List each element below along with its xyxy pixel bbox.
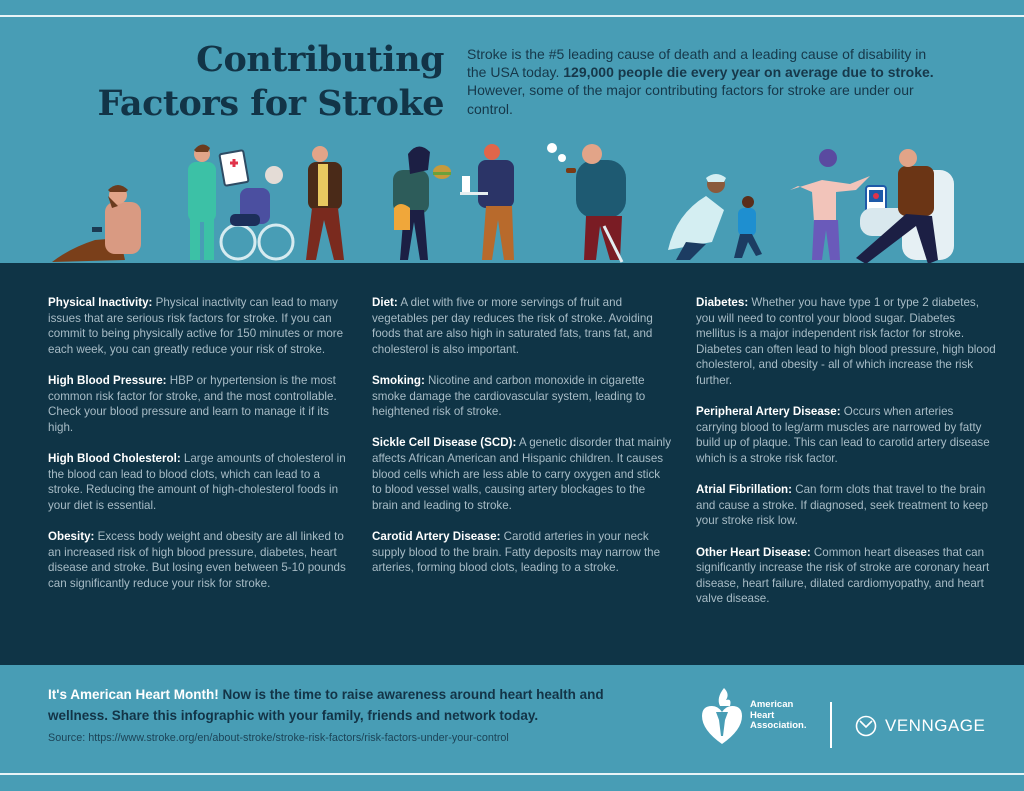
top-divider-line	[0, 15, 1024, 17]
aha-line-2: Heart	[750, 709, 775, 721]
doctor-kneeling-illustration	[668, 174, 762, 260]
aha-line-3: Association.	[750, 720, 807, 732]
venngage-logo	[855, 715, 985, 737]
factor-heading: Peripheral Artery Disease:	[696, 405, 841, 419]
man-sitting-illustration	[52, 185, 141, 262]
page-title	[60, 38, 444, 126]
intro-paragraph	[467, 45, 937, 118]
factor-text: Nicotine and carbon monoxide in cigarette smoke damage the cardiovascular system, leading to heightened risk of stroke.	[372, 373, 646, 419]
doctor-illustration	[188, 144, 249, 260]
aha-logo	[700, 686, 807, 746]
intro-text-1: Stroke is the #5 leading cause of death and a leading cause of disability in the USA today.	[467, 46, 927, 81]
factor-text: Large amounts of cholesterol in the blood can lead to blood clots, which can lead to a stroke. Reducing the amount of high-cholesterol foods in your diet is essential.	[48, 451, 346, 512]
elderly-man-illustration	[306, 146, 344, 260]
factor-heading: Carotid Artery Disease:	[372, 529, 501, 543]
woman-in-hijab-illustration	[790, 149, 870, 260]
factor-text: Can form clots that travel to the brain and cause a stroke. If diagnosed, seek treatment to keep your stroke risk low.	[696, 483, 988, 528]
factor-text: Carotid arteries in your neck supply blood to the brain. Fatty deposits may narrow the arteries, forming blood clots, leading to a stroke.	[372, 529, 661, 575]
factor-high-blood-pressure	[48, 373, 348, 435]
venngage-circle-icon	[855, 715, 877, 737]
illustration-scene	[0, 130, 1024, 265]
factor-heading: High Blood Cholesterol:	[48, 451, 181, 465]
column-3	[696, 295, 996, 622]
bottom-divider-line	[0, 773, 1024, 775]
factor-diabetes	[696, 295, 996, 389]
aha-line-1: American	[750, 699, 794, 711]
woman-with-burger-illustration	[393, 146, 451, 260]
factor-heading: Obesity:	[48, 529, 95, 543]
call-to-action	[48, 684, 648, 726]
factor-heading: Diabetes:	[696, 296, 749, 309]
logos	[700, 686, 1000, 746]
intro-text-2: However, some of the major contributing factors for stroke are under our control.	[467, 82, 914, 117]
factor-text: Excess body weight and obesity are all linked to an increased risk of high blood pressure, diabetes, heart disease and stroke. But losing even between 5-10 pounds can significantly reduce your risk for stroke.	[48, 529, 346, 590]
factor-heading: Physical Inactivity:	[48, 296, 153, 309]
factor-text: Physical inactivity can lead to many issues that are serious risk factors for stroke. If you can commit to being physically active for 150 minutes or more each week, you can greatly reduce your risk of stroke.	[48, 296, 344, 356]
title-line-2: Factors for Stroke	[97, 83, 444, 124]
man-with-tray-illustration	[460, 144, 514, 260]
factor-sickle-cell	[372, 435, 672, 513]
man-smoking-illustration	[547, 143, 626, 262]
factor-text: Occurs when arteries carrying blood to leg/arm muscles are narrowed by fatty build up of plaque. This can lead to carotid artery disease which is a stroke risk factor.	[696, 405, 990, 465]
factor-heading: Smoking:	[372, 373, 425, 387]
factor-diet	[372, 295, 672, 357]
factor-smoking	[372, 373, 672, 420]
factor-text: HBP or hypertension is the most common risk factor for stroke, and the most controllable. Check your blood pressure and learn to manage it if its high.	[48, 373, 337, 434]
cta-text: Now is the time to raise awareness around heart health and wellness. Share this infographic with your family, friends and network today.	[48, 687, 604, 723]
factor-heading: Diet:	[372, 296, 398, 309]
column-1	[48, 295, 348, 607]
factor-obesity	[48, 529, 348, 591]
factor-text: A genetic disorder that mainly affects African American and Hispanic children. It causes blood cells which are less able to carry oxygen and stick to blood vessel walls, causing artery blockages to the brain and leading to stroke.	[372, 436, 672, 512]
factor-heading: Other Heart Disease:	[696, 545, 811, 559]
factor-high-blood-cholesterol	[48, 451, 348, 513]
venngage-wordmark: VENNGAGE	[885, 716, 986, 735]
factor-physical-inactivity	[48, 295, 348, 357]
aha-heart-torch-icon	[700, 686, 744, 746]
factor-peripheral-artery	[696, 404, 996, 466]
column-2	[372, 295, 672, 591]
factor-text: Whether you have type 1 or type 2 diabetes, you will need to control your blood sugar. Diabetes mellitus is a major independent risk factor for stroke. Diabetes can often lead to high blood pressure, high blood cholesterol, and obesity - all of which increase the risk further.	[696, 296, 996, 387]
factor-heading: Sickle Cell Disease (SCD):	[372, 436, 517, 450]
cta-highlight: It's American Heart Month!	[48, 687, 219, 702]
factor-text: Common heart diseases that can significantly increase the risk of stroke are coronary heart disease, heart failure, dilated cardiomyopathy, and heart valve disease.	[696, 545, 990, 606]
source-citation: Source: https://www.stroke.org/en/about-stroke/stroke-risk-factors/risk-factors-under-your-control	[48, 732, 509, 744]
factor-heading: High Blood Pressure:	[48, 373, 167, 387]
factor-other-heart-disease	[696, 545, 996, 607]
factor-heading: Atrial Fibrillation:	[696, 483, 792, 497]
factor-carotid-artery	[372, 529, 672, 576]
factor-atrial-fibrillation	[696, 482, 996, 529]
footer-text	[48, 684, 648, 744]
intro-stat: 129,000 people die every year on average due to stroke.	[563, 64, 934, 81]
factor-text: A diet with five or more servings of fruit and vegetables per day reduces the risk of stroke. Avoiding foods that are also high in saturated fats, trans fat, and cholesterol is also important.	[372, 296, 653, 356]
title-line-1: Contributing	[196, 39, 444, 80]
logo-divider	[830, 702, 832, 748]
aha-wordmark	[750, 700, 807, 732]
